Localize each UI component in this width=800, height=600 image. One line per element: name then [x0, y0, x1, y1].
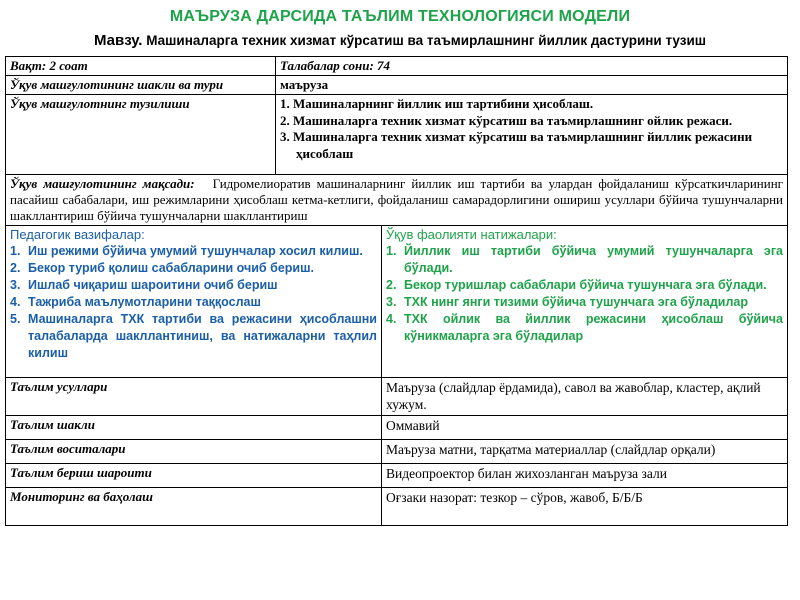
- monitoring-label: Мониторинг ва баҳолаш: [6, 488, 382, 526]
- structure-list: [280, 96, 783, 162]
- table-row: [6, 226, 788, 378]
- results-list: [386, 243, 783, 345]
- lesson-model-table: [5, 56, 788, 526]
- list-item: 3. Машиналарга техник хизмат кўрсатиш ва таъмирлашнинг йиллик режасини ҳисоблаш: [280, 129, 753, 161]
- list-item: 4. Тажриба маълумотларини таққослаш: [10, 295, 261, 309]
- form-of-teaching-label: Таълим шакли: [6, 416, 382, 440]
- list-item: 5. Машиналарга ТХК тартиби ва режасини ҳисоблашни талабаларда шакллантиниш, ва натижаларни таҳлил килиш: [10, 312, 377, 360]
- subtitle-lead: Мавзу.: [93, 32, 143, 49]
- form-of-teaching-value: Оммавий: [382, 416, 788, 440]
- table-row: [6, 175, 788, 226]
- list-item: 1. Иш режими бўйича умумий тушунчалар хосил килиш.: [10, 244, 363, 258]
- pedagogical-heading: Педагогик вазифалар:: [10, 227, 145, 242]
- structure-label: Ўқув машғулотнинг тузилиши: [6, 95, 276, 175]
- list-item: 4. ТХК ойлик ва йиллик режасини ҳисоблаш бўйича кўникмаларга эга бўладилар: [386, 312, 783, 343]
- conditions-label: Таълим бериш шароити: [6, 464, 382, 488]
- tools-value: Маъруза матни, тарқатма материаллар (слайдлар орқали): [382, 440, 788, 464]
- conditions-value: Видеопроектор билан жихозланган маъруза зали: [382, 464, 788, 488]
- students-cell: Талабалар сони: 74: [276, 57, 788, 76]
- table-row: [6, 440, 788, 464]
- results-heading: Ўқув фаолияти натижалари:: [386, 227, 557, 242]
- list-item: 2. Машиналарга техник хизмат кўрсатиш ва таъмирлашнинг ойлик режаси.: [280, 112, 733, 128]
- table-row: [6, 57, 788, 76]
- document-subtitle: [0, 32, 800, 49]
- pedagogical-cell: [6, 226, 382, 378]
- monitoring-value: Оғзаки назорат: тезкор – сўров, жавоб, Б/Б/Б: [382, 488, 788, 526]
- tools-label: Таълим воситалари: [6, 440, 382, 464]
- list-item: 1. Йиллик иш тартиби бўйича умумий тушунчаларга эга бўлади.: [386, 244, 783, 275]
- table-row: [6, 378, 788, 416]
- table-row: [6, 95, 788, 175]
- purpose-cell: [6, 175, 788, 226]
- list-item: 3. Ишлаб чиқариш шароитини очиб бериш: [10, 278, 278, 292]
- methods-value: Маъруза (слайдлар ёрдамида), савол ва жавоблар, кластер, ақлий хужум.: [382, 378, 788, 416]
- table-row: [6, 76, 788, 95]
- form-value: маъруза: [276, 76, 788, 95]
- form-label: Ўқув машғулотининг шакли ва тури: [6, 76, 276, 95]
- document-title: МАЪРУЗА ДАРСИДА ТАЪЛИМ ТЕХНОЛОГИЯСИ МОДЕЛИ: [169, 8, 631, 25]
- results-cell: [382, 226, 788, 378]
- methods-label: Таълим усуллари: [6, 378, 382, 416]
- purpose-text: Гидромелиоратив машиналарнинг йиллик иш тартиби ва улардан фойдаланиш кўрсаткичларининг пасайиш сабабалари, иш режимларини ҳисоблаш кетма-кетлиги, фойдаланиш самарадорлигини ошириш усуллари бўйича тушунчаларни шакллантириш бўйича тушунчаларни шакллантириш: [10, 176, 783, 223]
- subtitle-text: Машиналарга техник хизмат кўрсатиш ва таъмирлашнинг йиллик дастурини тузиш: [146, 33, 707, 48]
- table-row: [6, 416, 788, 440]
- list-item: 2. Бекор туришлар сабаблари бўйича тушунчага эга бўлади.: [386, 278, 767, 292]
- list-item: 2. Бекор туриб қолиш сабабларини очиб бериш.: [10, 261, 315, 275]
- purpose-label: Ўқув машғулотининг мақсади:: [10, 176, 195, 191]
- pedagogical-list: [10, 243, 377, 362]
- list-item: 3. ТХК нинг янги тизими бўйича тушунчага эга бўладилар: [386, 295, 748, 309]
- list-item: 1. Машиналарнинг йиллик иш тартибини ҳисоблаш.: [280, 96, 594, 111]
- structure-value: [276, 95, 788, 175]
- table-row: [6, 488, 788, 526]
- time-cell: Вақт: 2 соат: [6, 57, 276, 76]
- table-row: [6, 464, 788, 488]
